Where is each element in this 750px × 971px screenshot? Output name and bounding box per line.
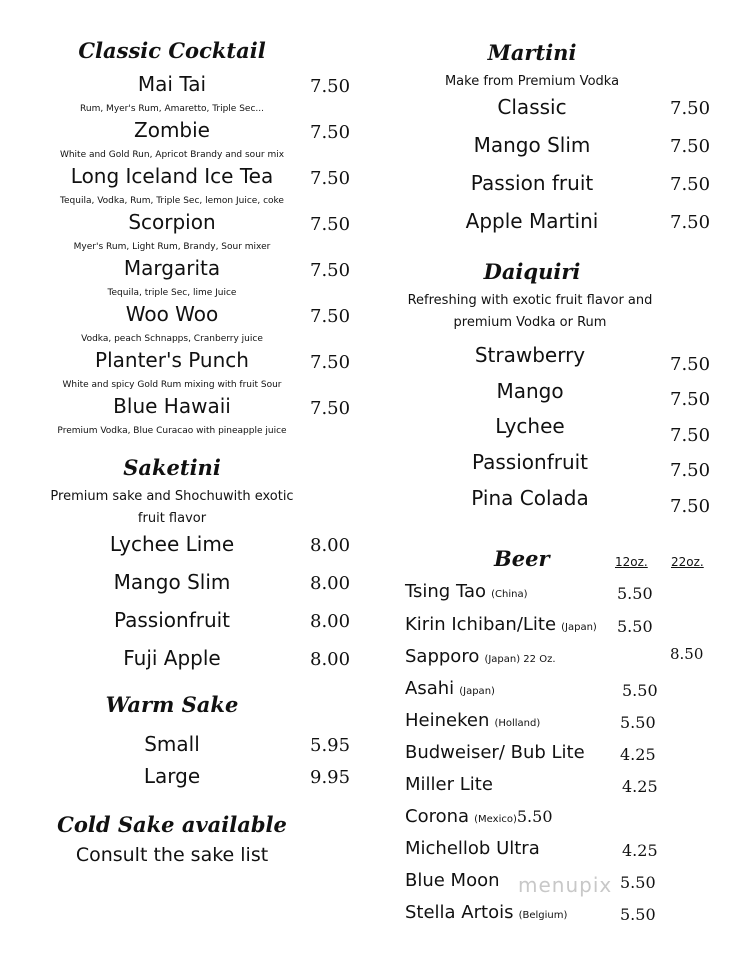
list-item — [405, 774, 493, 795]
beer-price-22oz: 8.50 — [670, 645, 704, 663]
menu-item-price: 7.50 — [670, 354, 711, 375]
list-item — [405, 838, 540, 859]
martini-heading: Martini — [487, 40, 577, 65]
menu-item-name: Apple Martini — [465, 209, 599, 233]
menu-item-name: Scorpion — [128, 210, 216, 234]
menu-item-name: Small — [144, 732, 200, 756]
menu-item-description: Tequila, Vodka, Rum, Triple Sec, lemon Juice, coke — [60, 196, 284, 206]
list-item — [405, 646, 556, 667]
menu-item-name: Fuji Apple — [123, 646, 221, 670]
list-item — [405, 870, 500, 891]
menu-item-price: 7.50 — [310, 352, 351, 373]
menu-item-name: Blue Hawaii — [113, 394, 231, 418]
menu-item-description: Tequila, triple Sec, lime Juice — [107, 288, 237, 298]
beer-origin: (Mexico) — [474, 814, 517, 825]
menu-item-name: Planter's Punch — [95, 348, 249, 372]
menu-item-price: 7.50 — [310, 168, 351, 189]
beer-name: Corona — [405, 806, 470, 827]
beer-name: Heineken — [405, 710, 490, 731]
beer-name: Sapporo — [405, 646, 480, 667]
cold-sake-note: Consult the sake list — [75, 844, 269, 866]
menu-item-price: 7.50 — [670, 496, 711, 517]
beer-origin: (China) — [491, 589, 528, 600]
menu-item-name: Mai Tai — [137, 72, 207, 96]
menu-item-name: Lychee — [495, 414, 565, 438]
list-item — [405, 581, 527, 602]
menu-item-description: Vodka, peach Schnapps, Cranberry juice — [81, 334, 263, 344]
menu-item-price: 7.50 — [670, 174, 711, 195]
menu-item-price: 8.00 — [310, 649, 351, 670]
beer-price: 5.50 — [622, 681, 658, 700]
list-item — [405, 902, 567, 923]
menu-item-price: 7.50 — [310, 76, 351, 97]
beer-name: Tsing Tao — [405, 581, 487, 602]
list-item — [405, 806, 553, 827]
list-item — [405, 614, 597, 635]
menu-item-price: 7.50 — [310, 214, 351, 235]
beer-price: 5.50 — [620, 905, 656, 924]
menu-item-description: Rum, Myer's Rum, Amaretto, Triple Sec... — [80, 104, 264, 114]
warm-sake-heading: Warm Sake — [105, 692, 239, 717]
menu-item-price: 7.50 — [670, 98, 711, 119]
menu-item-price: 8.00 — [310, 611, 351, 632]
menu-item-price: 9.95 — [310, 767, 351, 788]
beer-name: Budweiser/ Bub Lite — [405, 742, 585, 763]
beer-price: 4.25 — [622, 841, 658, 860]
menu-item-description: Myer's Rum, Light Rum, Brandy, Sour mixer — [73, 242, 271, 252]
watermark: menupix — [518, 873, 613, 897]
saketini-note-line1: Premium sake and Shochuwith exotic — [50, 489, 294, 504]
menu-item-description: White and spicy Gold Rum mixing with fruit Sour — [62, 380, 282, 390]
menu-item-description: White and Gold Run, Apricot Brandy and sour mix — [59, 150, 285, 160]
menu-item-name: Passion fruit — [470, 171, 594, 195]
beer-price: 5.50 — [516, 807, 553, 826]
menu-item-description: Premium Vodka, Blue Curacao with pineapple juice — [57, 426, 287, 436]
menu-item-price: 7.50 — [310, 260, 351, 281]
list-item — [405, 678, 495, 699]
menu-item-name: Mango — [496, 379, 564, 403]
classic-cocktail-heading: Classic Cocktail — [78, 38, 266, 63]
menu-item-price: 7.50 — [670, 460, 711, 481]
menu-item-name: Classic — [497, 95, 567, 119]
list-item — [405, 710, 540, 731]
menu-item-name: Margarita — [123, 256, 221, 280]
beer-name: Blue Moon — [405, 870, 500, 891]
beer-name: Miller Lite — [405, 774, 493, 795]
beer-origin: (Japan) — [561, 622, 597, 633]
menu-item-price: 7.50 — [670, 212, 711, 233]
beer-heading: Beer — [494, 546, 550, 571]
beer-name: Kirin Ichiban/Lite — [405, 614, 557, 635]
beer-origin: (Japan) — [459, 686, 495, 697]
daiquiri-note-line2: premium Vodka or Rum — [453, 315, 607, 330]
beer-price: 5.50 — [617, 584, 653, 603]
martini-note: Make from Premium Vodka — [444, 74, 620, 89]
daiquiri-heading: Daiquiri — [483, 259, 581, 284]
menu-item-name: Passionfruit — [471, 450, 589, 474]
menu-item-price: 8.00 — [310, 573, 351, 594]
menu-item-name: Strawberry — [474, 343, 586, 367]
menu-item-name: Zombie — [134, 118, 210, 142]
cold-sake-heading: Cold Sake available — [57, 812, 287, 837]
menu-item-name: Large — [143, 764, 201, 788]
saketini-note-line2: fruit flavor — [137, 511, 207, 526]
beer-price: 4.25 — [620, 745, 656, 764]
menu-item-price: 7.50 — [310, 398, 351, 419]
menu-item-name: Long Iceland Ice Tea — [70, 164, 274, 188]
beer-column-12oz: 12oz. — [615, 555, 648, 569]
beer-origin: (Belgium) — [518, 910, 568, 921]
menu-item-name: Mango Slim — [473, 133, 591, 157]
menu-item-name: Mango Slim — [113, 570, 231, 594]
menu-item-name: Pina Colada — [471, 486, 589, 510]
beer-price: 4.25 — [622, 777, 658, 796]
menu-item-name: Lychee Lime — [109, 532, 235, 556]
menu-item-price: 7.50 — [670, 136, 711, 157]
beer-name: Asahi — [405, 678, 455, 699]
menu-item-price: 8.00 — [310, 535, 351, 556]
beer-column-22oz: 22oz. — [671, 555, 704, 569]
daiquiri-note-line1: Refreshing with exotic fruit flavor and — [407, 293, 653, 308]
menu-item-name: Passionfruit — [113, 608, 231, 632]
beer-name: Michellob Ultra — [405, 838, 540, 859]
beer-origin: (Japan) 22 Oz. — [484, 654, 556, 665]
list-item — [405, 742, 585, 763]
menu-item-price: 7.50 — [670, 425, 711, 446]
beer-price: 5.50 — [620, 873, 656, 892]
menu-item-price: 7.50 — [310, 306, 351, 327]
menu-item-price: 7.50 — [310, 122, 351, 143]
saketini-heading: Saketini — [123, 455, 221, 480]
beer-price: 5.50 — [620, 713, 656, 732]
beer-price: 5.50 — [617, 617, 653, 636]
menu-item-name: Woo Woo — [125, 302, 219, 326]
menu-item-price: 7.50 — [670, 389, 711, 410]
beer-origin: (Holland) — [494, 718, 541, 729]
beer-name: Stella Artois — [405, 902, 514, 923]
menu-item-price: 5.95 — [310, 735, 351, 756]
